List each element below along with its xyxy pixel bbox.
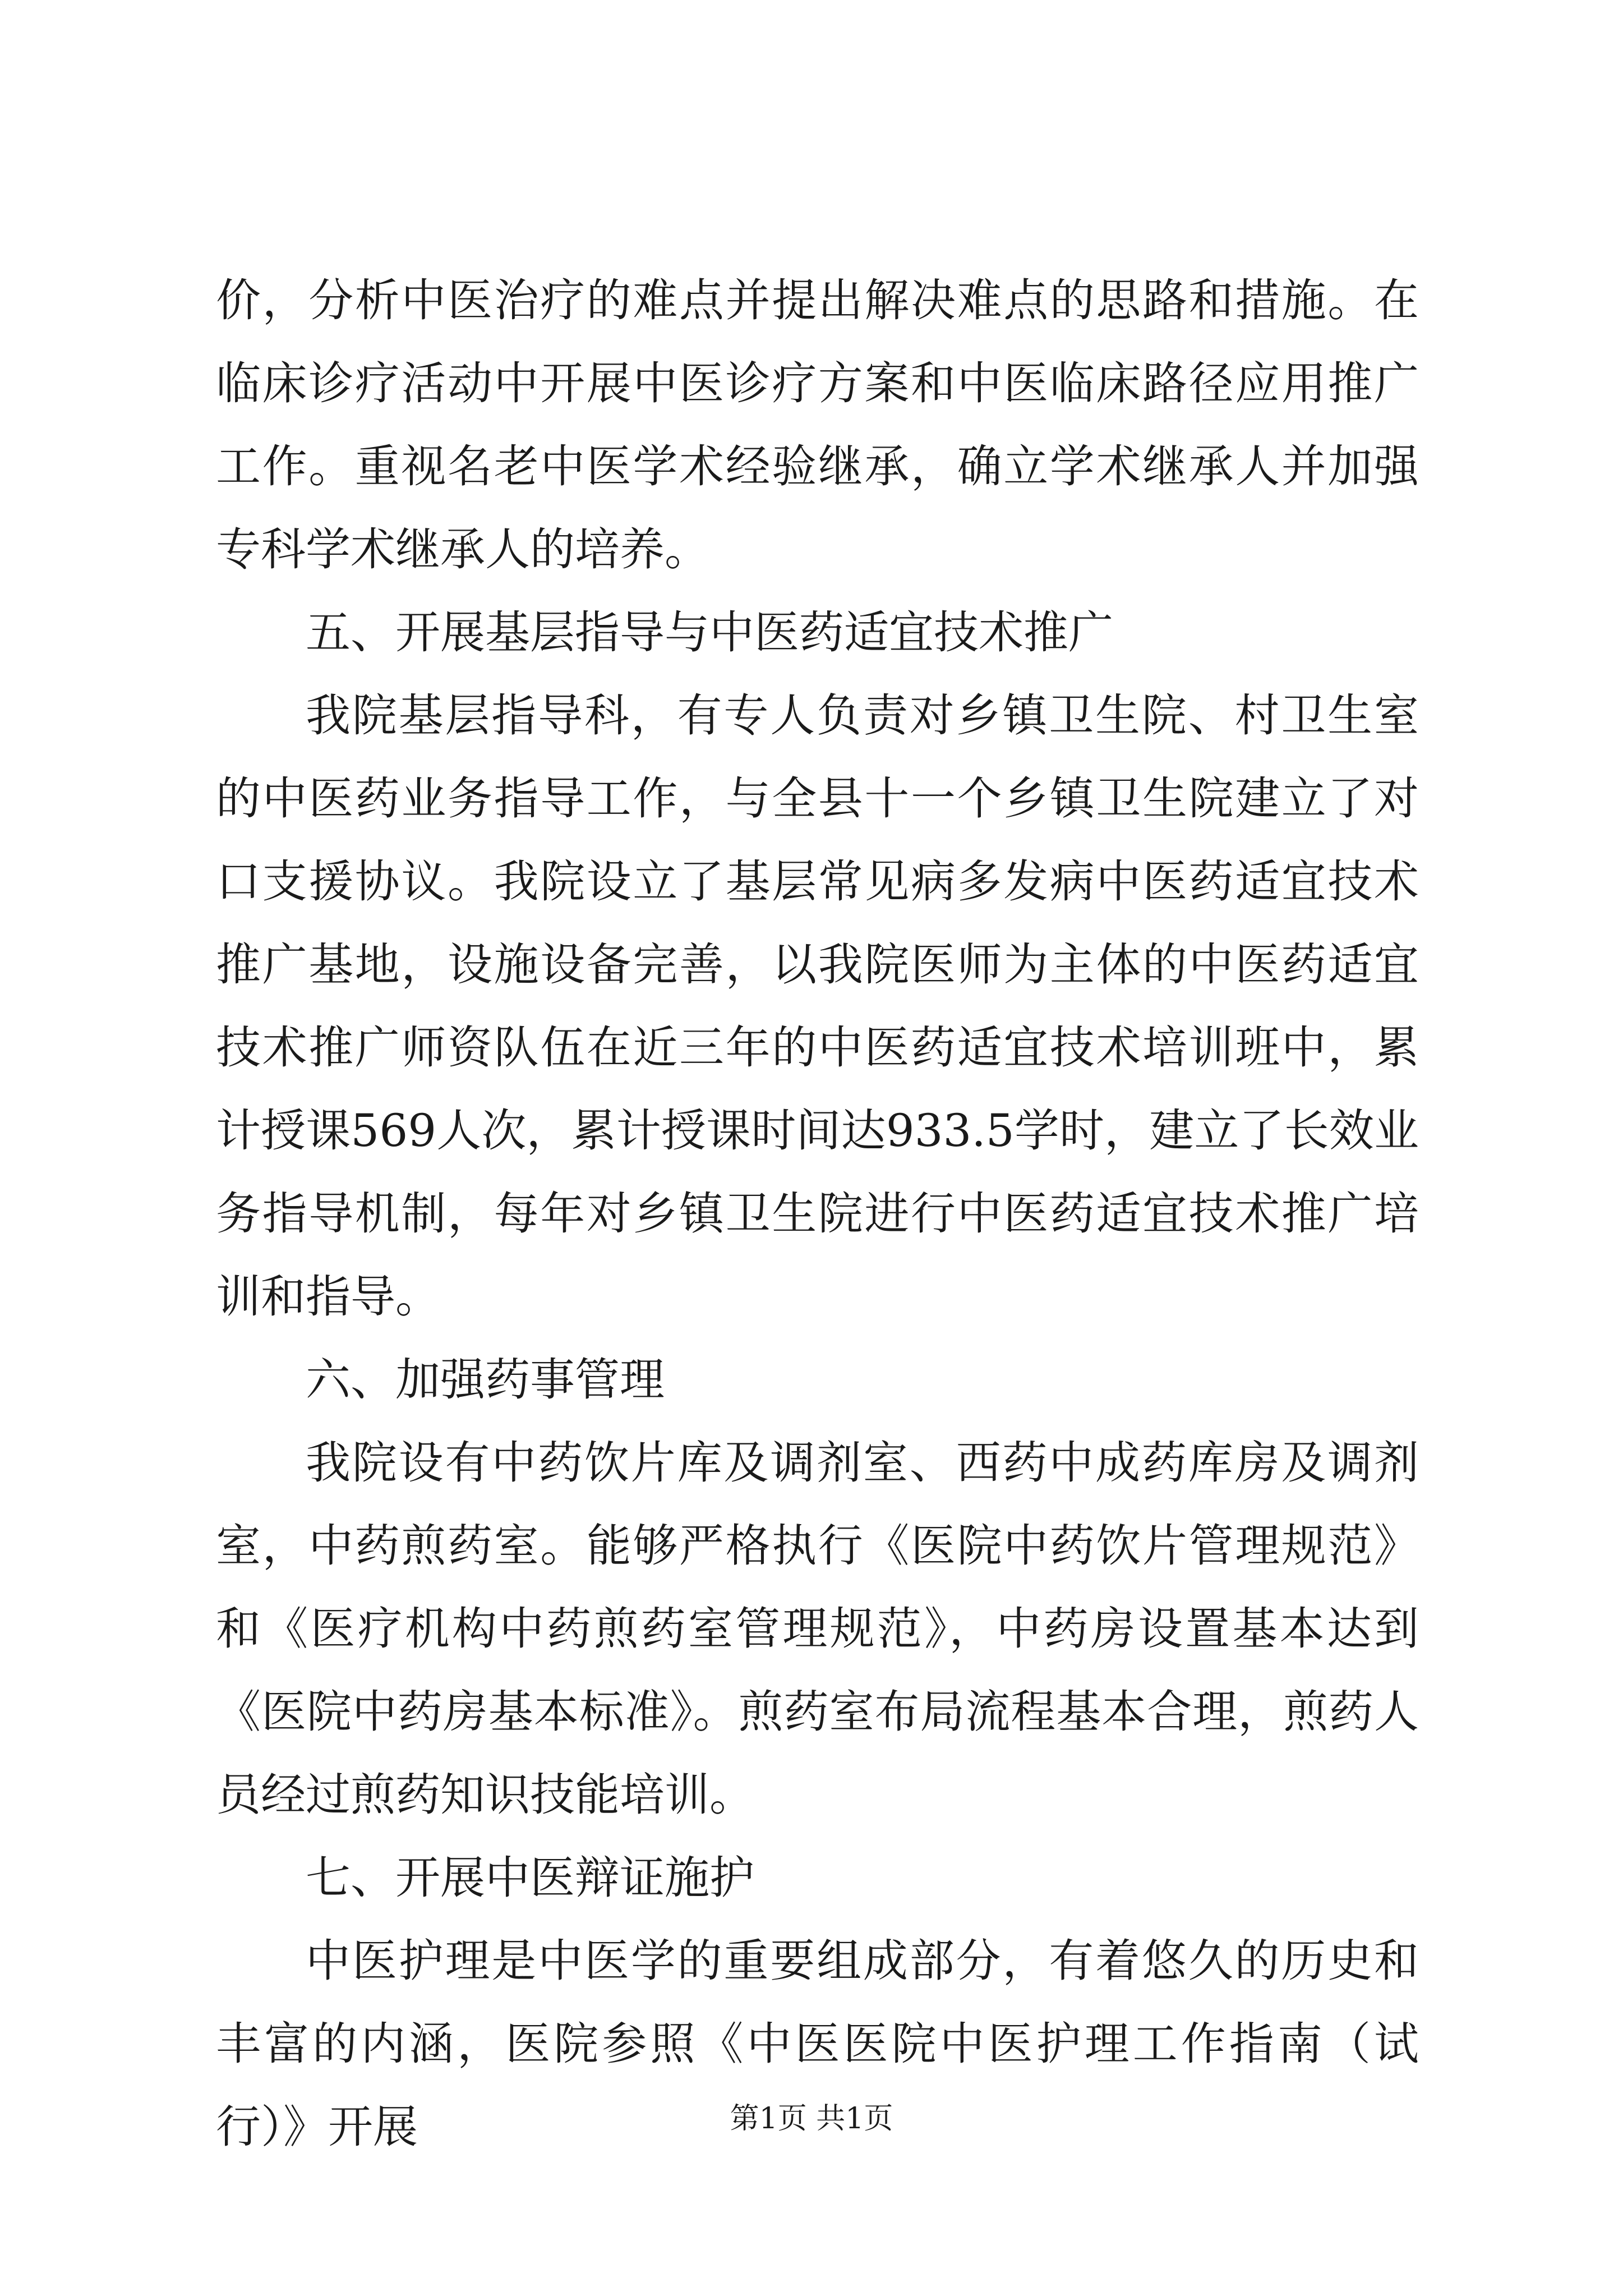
page-footer: 第1页 共1页 xyxy=(730,2102,893,2136)
document-body xyxy=(216,259,1419,2169)
section-heading-6: 六、加强药事管理 xyxy=(306,1354,665,1406)
paragraph-grassroots-guidance: 我院基层指导科，有专人负责对乡镇卫生院、村卫生室的中医药业务指导工作，与全县十一个乡镇卫生院建立了对口支援协议。我院设立了基层常见病多发病中医药适宜技术推广基地，设施设备完善，以我院医师为主体的中医药适宜技术推广师资队伍在近三年的中医药适宜技术培训班中，累计授课569人次，累计授课时间达933.5学时，建立了长效业务指导机制，每年对乡镇卫生院进行中医药适宜技术推广培训和指导。 xyxy=(216,689,1419,1323)
paragraph-continued: 价，分析中医治疗的难点并提出解决难点的思路和措施。在临床诊疗活动中开展中医诊疗方案和中医临床路径应用推广工作。重视名老中医学术经验继承，确立学术继承人并加强专科学术继承人的培养。 xyxy=(216,274,1419,576)
paragraph-pharmacy-management: 我院设有中药饮片库及调剂室、西药中成药库房及调剂室，中药煎药室。能够严格执行《医院中药饮片管理规范》和《医疗机构中药煎药室管理规范》，中药房设置基本达到《医院中药房基本标准》。煎药室布局流程基本合理，煎药人员经过煎药知识技能培训。 xyxy=(216,1437,1419,1821)
paragraph-tcm-nursing: 中医护理是中医学的重要组成部分，有着悠久的历史和丰富的内涵，医院参照《中医医院中医护理工作指南（试行）》开展 xyxy=(216,1935,1419,2153)
section-heading-5: 五、开展基层指导与中医药适宜技术推广 xyxy=(306,606,1113,659)
section-heading-7: 七、开展中医辩证施护 xyxy=(306,1852,754,1904)
